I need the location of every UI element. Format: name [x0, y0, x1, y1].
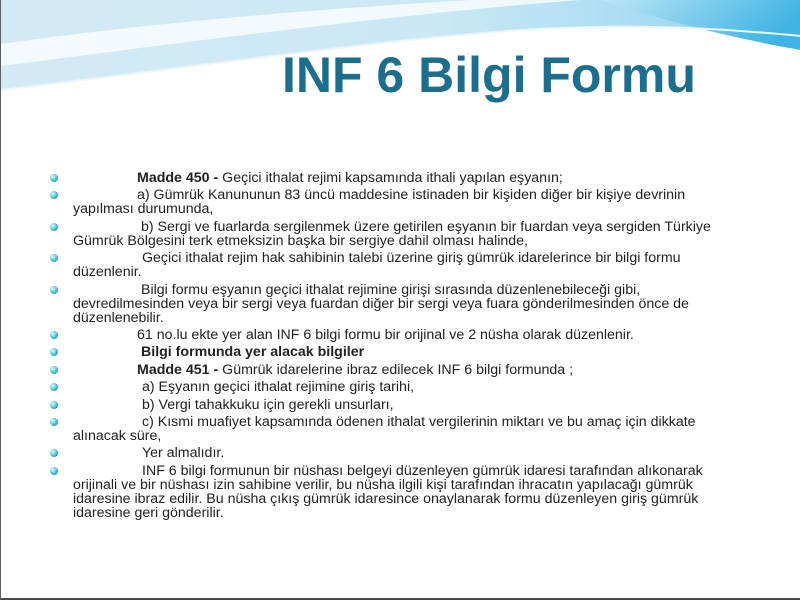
- bullet-text-line: Geçici ithalat rejim hak sahibinin talebi üzerine giriş gümrük idarelerince bir bilgi formu: [142, 250, 681, 267]
- bullet-text-line: c) Kısmi muafiyet kapsamında ödenen ithalat vergilerinin miktarı ve bu amaç için dikkate: [142, 413, 696, 430]
- bullet-text-line: orijinali ve bir nüshası izin sahibine verilir, bu nüsha ilgili kişi tarafından ihracatın yapılacağı gümrük: [73, 476, 693, 493]
- bullet-sphere-icon: [50, 191, 58, 199]
- bullet-item: [73, 251, 733, 279]
- bullet-item: [73, 283, 733, 325]
- bullet-item: [73, 220, 733, 248]
- bullet-line: [73, 171, 733, 185]
- section-heading: Bilgi formunda yer alacak bilgiler: [141, 344, 365, 361]
- bullet-item: [73, 398, 733, 412]
- bullet-line: [73, 363, 733, 377]
- article-label: Madde 450 -: [137, 170, 219, 186]
- article-label: Madde 451 -: [137, 361, 219, 378]
- bullet-item: [73, 464, 733, 520]
- bullet-sphere-icon: [50, 348, 58, 356]
- bullet-text-line: a) Eşyanın geçici ithalat rejimine giriş tarihi,: [142, 379, 415, 396]
- bullet-text-line: devredilmesinden veya bir sergi veya fuardan diğer bir sergi veya fuara gönderilmesinden önce de: [73, 295, 689, 312]
- bullet-text-line: Bilgi formu eşyanın geçici ithalat rejimine girişi sırasında düzenlenebileceği gibi,: [141, 281, 641, 298]
- bullet-text-line: INF 6 bilgi formunun bir nüshası belgeyi düzenleyen gümrük idaresi tarafından alıkonarak: [142, 462, 703, 479]
- bullet-text-line: a) Gümrük Kanununun 83 üncü maddesine istinaden bir kişiden diğer bir kişiye devrinin: [137, 187, 686, 204]
- bullet-text-line: yapılması durumunda,: [73, 201, 214, 218]
- bullet-text-line: Yer almalıdır.: [142, 445, 225, 462]
- bullet-line: [73, 345, 733, 359]
- bullet-text: Gümrük idarelerine ibraz edilecek INF 6 bilgi formunda ;: [222, 361, 574, 378]
- bullet-item: [73, 415, 733, 443]
- slide-title: INF 6 Bilgi Formu: [282, 47, 696, 103]
- bullet-item: [73, 363, 733, 377]
- bullet-text-line: düzenlenir.: [73, 264, 142, 281]
- bullet-item: [73, 345, 733, 359]
- bullet-sphere-icon: [50, 383, 58, 391]
- bullet-list: [73, 171, 733, 523]
- bullet-item: [73, 380, 733, 394]
- bullet-sphere-icon: [50, 331, 58, 339]
- bullet-sphere-icon: [50, 418, 58, 426]
- bullet-sphere-icon: [50, 366, 58, 374]
- bullet-sphere-icon: [50, 254, 58, 262]
- bullet-item: [73, 171, 733, 185]
- bullet-text-line: b) Sergi ve fuarlarda sergilenmek üzere getirilen eşyanın bir fuardan veya sergiden Türkiye: [141, 218, 711, 235]
- bullet-text-line: idaresine geri gönderilir.: [73, 504, 224, 521]
- bullet-item: [73, 188, 733, 216]
- bullet-text-line: idaresine ibraz edilir. Bu nüsha çıkış gümrük idaresince onaylanarak formu düzenleyen giriş gümrük: [73, 490, 699, 507]
- bullet-sphere-icon: [50, 467, 58, 475]
- bullet-item: [73, 446, 733, 460]
- bullet-text-line: b) Vergi tahakkuku için gerekli unsurları,: [142, 396, 394, 413]
- bullet-sphere-icon: [50, 174, 58, 182]
- bullet-text-line: 61 no.lu ekte yer alan INF 6 bilgi formu bir orijinal ve 2 nüsha olarak düzenlenir.: [137, 326, 634, 343]
- bullet-sphere-icon: [50, 223, 58, 231]
- bullet-sphere-icon: [50, 449, 58, 457]
- bullet-text-line: alınacak süre,: [73, 427, 162, 444]
- bullet-item: [73, 328, 733, 342]
- bullet-sphere-icon: [50, 401, 58, 409]
- bullet-text: Geçici ithalat rejimi kapsamında ithali yapılan eşyanın;: [222, 170, 563, 186]
- bullet-text-line: Gümrük Bölgesini terk etmeksizin başka bir sergiye dahil olması halinde,: [73, 232, 528, 249]
- bullet-text-line: düzenlenebilir.: [73, 309, 164, 326]
- bullet-sphere-icon: [50, 286, 58, 294]
